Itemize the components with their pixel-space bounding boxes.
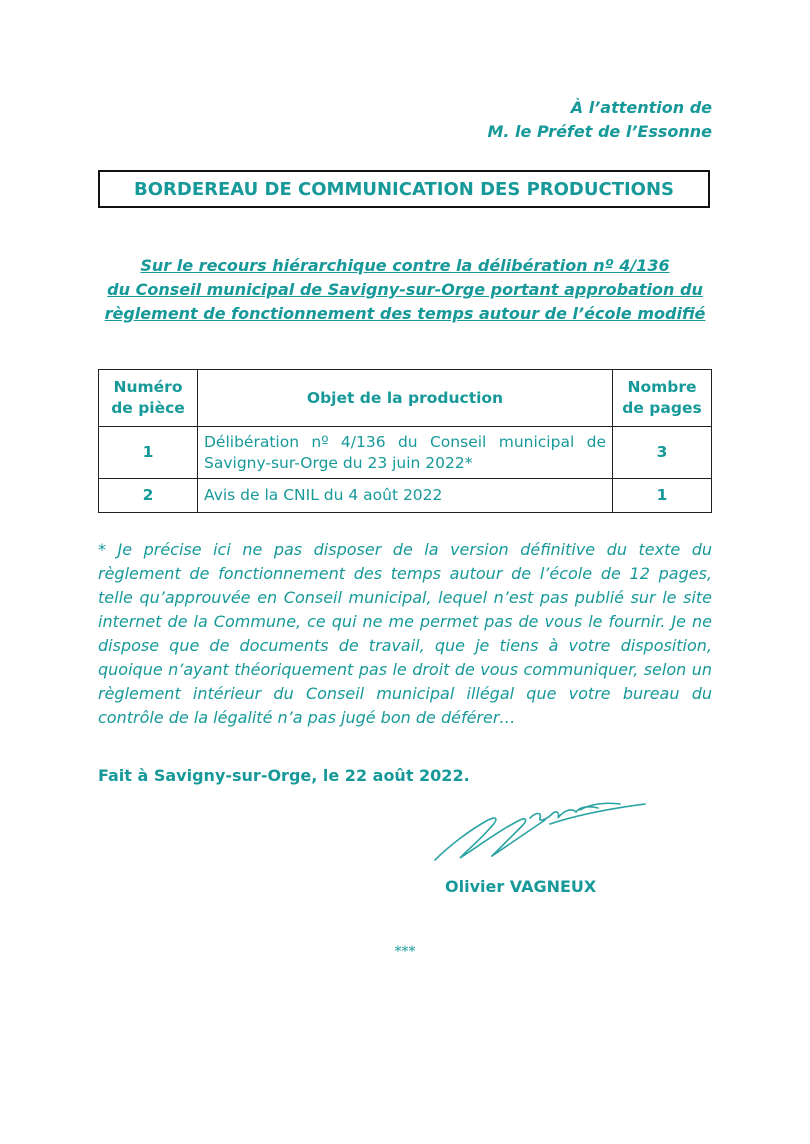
piece-pages: 3 [613, 427, 712, 479]
addressee-line-1: À l’attention de [570, 98, 712, 117]
table-row [99, 479, 712, 513]
signatory-name: Olivier VAGNEUX [445, 877, 597, 896]
piece-object: Délibération nº 4/136 du Conseil municipal de Savigny-sur-Orge du 23 juin 2022* [198, 427, 613, 479]
subject-line-3: règlement de fonctionnement des temps autour de l’école modifié [104, 304, 706, 323]
header-object: Objet de la production [198, 370, 613, 427]
table-header-row [99, 370, 712, 427]
place-date: Fait à Savigny-sur-Orge, le 22 août 2022. [98, 766, 470, 785]
productions-table [98, 369, 712, 513]
document-title: BORDEREAU DE COMMUNICATION DES PRODUCTIONS [98, 170, 710, 208]
piece-object: Avis de la CNIL du 4 août 2022 [198, 479, 613, 513]
piece-number: 2 [99, 479, 198, 513]
signature-image [430, 790, 650, 870]
header-number: Numéro de pièce [99, 370, 198, 427]
end-mark: *** [394, 944, 416, 960]
subject [98, 254, 712, 326]
addressee [487, 96, 712, 144]
piece-number: 1 [99, 427, 198, 479]
header-pages: Nombre de pages [613, 370, 712, 427]
piece-pages: 1 [613, 479, 712, 513]
footnote: * Je précise ici ne pas disposer de la version définitive du texte du règlement de fonctionnement des temps autour de l’école de 12 pages, telle qu’approuvée en Conseil municipal, lequel n’est pas publié sur le site internet de la Commune, ce qui ne me permet pas de vous le fournir. Je ne dispose que de documents de travail, que je tiens à votre disposition, quoique n’ayant théoriquement pas le droit de vous communiquer, selon un règlement intérieur du Conseil municipal illégal que votre bureau du contrôle de la légalité n’a pas jugé bon de déférer… [98, 540, 712, 727]
addressee-line-2: M. le Préfet de l’Essonne [487, 122, 712, 141]
subject-line-1: Sur le recours hiérarchique contre la délibération nº 4/136 [140, 256, 670, 275]
subject-line-2: du Conseil municipal de Savigny-sur-Orge portant approbation du [107, 280, 703, 299]
table-row [99, 427, 712, 479]
